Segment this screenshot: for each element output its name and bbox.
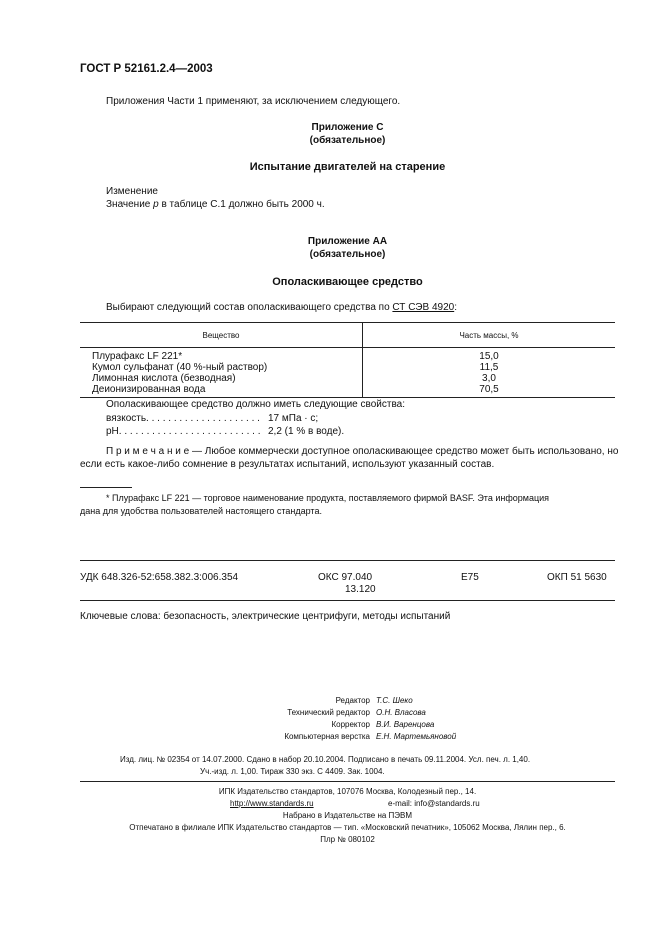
oks-code-2: 13.120 — [345, 584, 376, 595]
annex-aa-select-text — [106, 302, 457, 314]
table-row — [80, 373, 615, 384]
composition-table — [80, 322, 615, 398]
footnote-line-2: дана для удобства пользователей настоящего стандарта. — [80, 506, 322, 516]
annex-c-change-label: Изменение — [106, 186, 158, 197]
note-text: — Любое коммерчески доступное ополаскивающее средство может быть использовано, но — [189, 446, 619, 457]
publisher-line-3: Набрано в Издательстве на ПЭВМ — [282, 811, 413, 820]
oks-code: ОКС 97.040 — [318, 572, 373, 583]
publisher-line-5: Плр № 080102 — [320, 835, 375, 844]
print-info-line-1: Изд. лиц. № 02354 от 14.07.2000. Сдано в набор 20.10.2004. Подписано в печать 09.11.2004. Усл. печ. л. 1,40. — [120, 755, 531, 764]
publisher-line-4: Отпечатано в филиале ИПК Издательство стандартов — тип. «Московский печатник», 105062 Москва, Лялин пер., 6. — [129, 823, 566, 832]
substance-cell: Деионизированная вода — [80, 384, 363, 398]
note-line-2: если есть какое-либо сомнение в результатах испытаний, используют указанный состав. — [80, 459, 495, 470]
publisher-url[interactable]: http://www.standards.ru — [230, 799, 314, 808]
viscosity-label: вязкость. . . . . . . . . . . . . . . . . . . . . — [106, 413, 260, 424]
select-pre: Выбирают следующий состав ополаскивающего средства по — [106, 302, 393, 313]
viscosity-value: 17 мПа · с; — [268, 413, 319, 424]
mass-cell: 3,0 — [482, 373, 496, 384]
annex-c-title: Приложение С — [311, 122, 384, 133]
annex-c-status: (обязательное) — [309, 135, 386, 146]
change-variable: p — [153, 199, 159, 210]
mass-cell: 70,5 — [363, 384, 616, 398]
credit-name: Т.С. Шеко — [376, 696, 413, 705]
change-post: в таблице С.1 должно быть 2000 ч. — [158, 199, 325, 210]
credit-role: Технический редактор — [287, 708, 370, 717]
annex-aa-heading: Ополаскивающее средство — [272, 276, 423, 288]
table-row — [80, 362, 615, 373]
e-code: Е75 — [461, 572, 479, 583]
annex-aa-title: Приложение АА — [307, 236, 388, 247]
keywords: Ключевые слова: безопасность, электрические центрифуги, методы испытаний — [80, 611, 451, 622]
header-mass: Часть массы, % — [363, 323, 616, 348]
substance-cell: Плурафакс LF 221* — [80, 348, 363, 363]
table-row — [80, 348, 615, 363]
ph-label: рН. . . . . . . . . . . . . . . . . . . . . . . . . . — [106, 426, 261, 437]
credit-role: Компьютерная верстка — [284, 732, 370, 741]
standard-link[interactable]: СТ СЭВ 4920 — [392, 302, 455, 313]
footnote-line-1: * Плурафакс LF 221 — торговое наименование продукта, поставляемого фирмой BASF. Эта информация — [106, 493, 549, 503]
credit-role: Корректор — [331, 720, 370, 729]
annex-aa-status: (обязательное) — [309, 249, 386, 260]
classification-bottom-rule — [80, 600, 615, 601]
publisher-line-1: ИПК Издательство стандартов, 107076 Москва, Колодезный пер., 14. — [218, 787, 477, 796]
intro-paragraph: Приложения Части 1 применяют, за исключением следующего. — [106, 96, 401, 107]
substance-cell: Кумол сульфанат (40 %-ный раствор) — [80, 362, 363, 373]
header-substance: Вещество — [80, 323, 363, 348]
ph-value: 2,2 (1 % в воде). — [268, 426, 345, 437]
footnote-separator — [80, 487, 132, 488]
udc-code: УДК 648.326-52:658.382.3:006.354 — [80, 572, 239, 583]
note-label: П р и м е ч а н и е — [106, 446, 190, 457]
credit-name: В.И. Варенцова — [376, 720, 435, 729]
note-line-1 — [106, 446, 618, 458]
document-code: ГОСТ Р 52161.2.4—2003 — [80, 63, 213, 75]
mass-cell: 11,5 — [479, 362, 499, 373]
print-info-line-2: Уч.-изд. л. 1,00. Тираж 330 экз. С 4409. Зак. 1004. — [200, 767, 385, 776]
classification-top-rule — [80, 560, 615, 561]
mass-cell: 15,0 — [479, 351, 499, 362]
okp-code: ОКП 51 5630 — [547, 572, 607, 583]
properties-intro: Ополаскивающее средство должно иметь следующие свойства: — [106, 399, 405, 410]
annex-c-heading: Испытание двигателей на старение — [249, 161, 446, 173]
publisher-rule — [80, 781, 615, 782]
annex-c-change-text — [106, 199, 325, 211]
table-header-row — [80, 323, 615, 348]
select-post: : — [454, 302, 457, 313]
substance-cell: Лимонная кислота (безводная) — [80, 373, 363, 384]
change-pre: Значение — [106, 199, 154, 210]
credit-name: Е.Н. Мартемьяновой — [376, 732, 457, 741]
table-row — [80, 384, 615, 398]
credit-role: Редактор — [335, 696, 370, 705]
credit-name: О.Н. Власова — [376, 708, 426, 717]
publisher-email[interactable]: e-mail: info@standards.ru — [388, 799, 480, 808]
